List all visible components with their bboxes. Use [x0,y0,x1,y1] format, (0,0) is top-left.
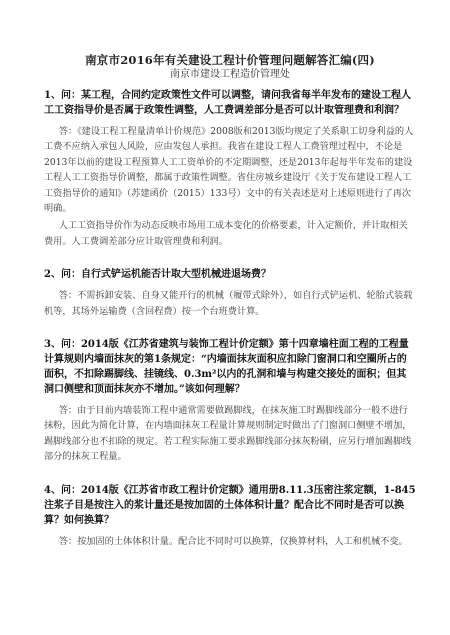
answer-4-para-1: 答：按加固的土体体积计量。配合比不同时可以换算，仅换算材料，人工和机械不变。 [58,535,408,547]
qa-item-4 [44,483,416,549]
qa-item-3 [44,337,416,465]
qa-item-2 [44,267,416,319]
question-3: 3、问：2014版《江苏省建筑与装饰工程计价定额》第十四章墙柱面工程的工程量计算规则内墙面抹灰的第1条规定：“内墙面抹灰面积应扣除门窗洞口和空圈所占的面积，不扣除踢脚线、挂镜线、0.3m²以内的孔洞和墙与构建交接处的面积；但其洞口侧壁和顶面抹灰亦不增加。”该如何理解？ [44,339,409,396]
answer-2-para-1: 答：不需拆卸安装、自身又能开行的机械（履带式除外），如自行式铲运机、轮胎式装载机等，其场外运输费（含回程费）按一个台班费计算。 [44,290,413,317]
qa-item-1 [44,88,416,249]
document-title: 南京市2016年有关建设工程计价管理问题解答汇编(四) [85,53,375,67]
answer-3-para-1: 答：由于目前内墙装饰工程中通常需要做踢脚线，在抹灰施工时踢脚线部分一般不进行抹粉，因此为简化计算，在内墙面抹灰工程量计算规则制定时做出了门窗洞口侧壁不增加，踢脚线部分也不扣除的规定。若工程实际施工要求踢脚线部分抹灰粉刷，应另行增加踢脚线部分的抹灰工程量。 [44,405,412,463]
document-subtitle: 南京市建设工程造价管理处 [170,69,290,80]
question-4: 4、问：2014版《江苏省市政工程计价定额》通用册8.11.3压密注浆定额，1-845注浆子目是按注入的浆计量还是按加固的土体体积计量？配合比不同时是否可以换算？如何换算？ [44,484,416,526]
question-1: 1、问：某工程，合同约定政策性文件可以调整，请问我省每半年发布的建设工程人工工资指导价是否属于政策性调整，人工费调差部分是否可以计取管理费和利润？ [44,90,411,116]
question-2: 2、问：自行式铲运机能否计取大型机械进退场费？ [44,269,271,281]
answer-1-para-2: 人工工资指导价作为动态反映市场用工成本变化的价格要素，计入定额价，并计取相关费用。人工费调差部分应计取管理费和利润。 [44,220,408,247]
answer-1-para-1: 答：《建设工程工程量清单计价规范》2008版和2013版均规定了关系职工切身利益的人工费不应纳入承包人风险，应由发包人承担。我省在建设工程人工费管理过程中，不论是2013年以前的建设工程预算人工工资单价的不定期调整，还是2013年起每半年发布的建设工程人工工资指导价调整，都属于政策性调整。省住房城乡建设厅《关于发布建设工程人工工资指导价的通知》（苏建函价（2015）133号）文中的有关表述是对上述原则进行了再次明确。 [44,126,414,215]
